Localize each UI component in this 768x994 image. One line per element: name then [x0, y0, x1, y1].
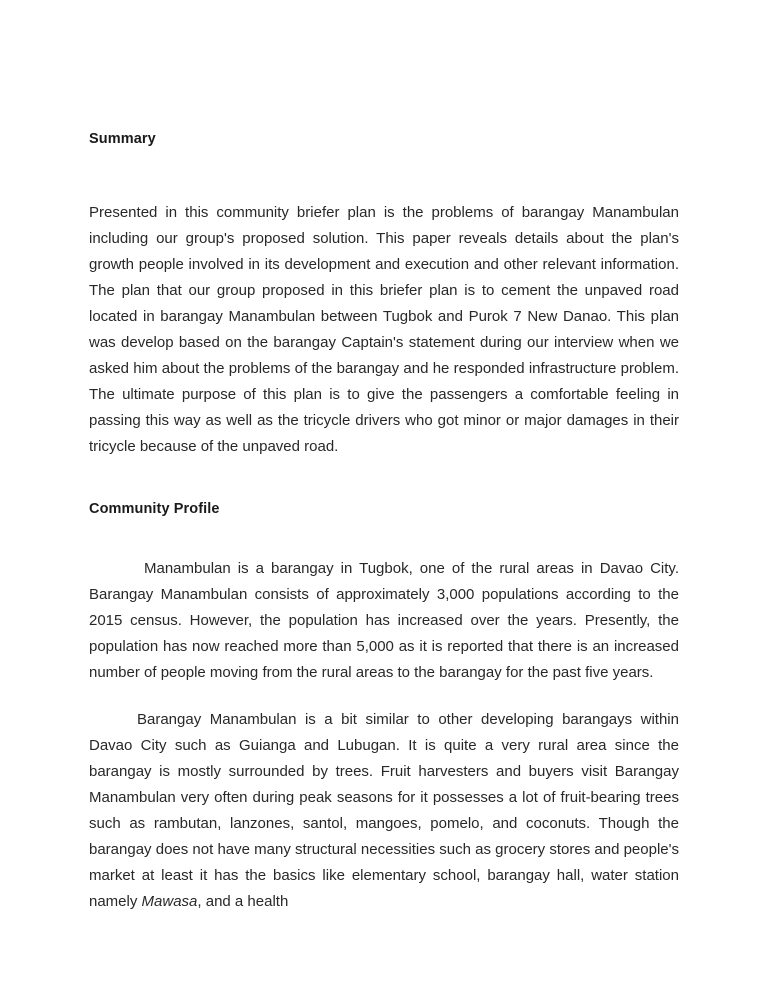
- paragraph-community-overview: Manambulan is a barangay in Tugbok, one of the rural areas in Davao City. Barangay Manambulan consists of approximately 3,000 populations according to the 2015 census. However, the population has increased over the years. Presently, the population has now reached more than 5,000 as it is reported that there is an increased number of people moving from the rural areas to the barangay for the past five years.: [89, 560, 679, 682]
- spacer: [89, 460, 679, 496]
- paragraph-community-description: [89, 707, 679, 915]
- spacer: [89, 534, 679, 556]
- spacer: [89, 686, 679, 707]
- paragraph-text-after-italic: , and a health: [197, 893, 289, 911]
- paragraph-text-before-italic: Barangay Manambulan is a bit similar to other developing barangays within Davao City such as Guianga and Lubugan. It is quite a very rural area since the barangay is mostly surrounded by trees. Fruit harvesters and buyers visit Barangay Manambulan very often during peak seasons for it possesses a lot of fruit-bearing trees such as rambutan, lanzones, santol, mangoes, pomelo, and coconuts. Though the barangay does not have many structural necessities such as grocery stores and people's market at least it has the basics like elementary school, barangay hall, water station namely: [89, 711, 679, 911]
- spacer: [89, 164, 679, 200]
- section-heading-community-profile: Community Profile: [89, 501, 220, 518]
- section-heading-summary: Summary: [89, 131, 156, 147]
- italic-term-mawasa: Mawasa: [141, 893, 198, 911]
- document-text-column: [89, 0, 679, 915]
- paragraph-summary-body: Presented in this community briefer plan is the problems of barangay Manambulan including our group's proposed solution. This paper reveals details about the plan's growth people involved in its development and execution and other relevant information. The plan that our group proposed in this briefer plan is to cement the unpaved road located in barangay Manambulan between Tugbok and Purok 7 New Danao. This plan was develop based on the barangay Captain's statement during our interview when we asked him about the problems of the barangay and he responded infrastructure problem. The ultimate purpose of this plan is to give the passengers a comfortable feeling in passing this way as well as the tricycle drivers who got minor or major damages in their tricycle because of the unpaved road.: [89, 204, 679, 456]
